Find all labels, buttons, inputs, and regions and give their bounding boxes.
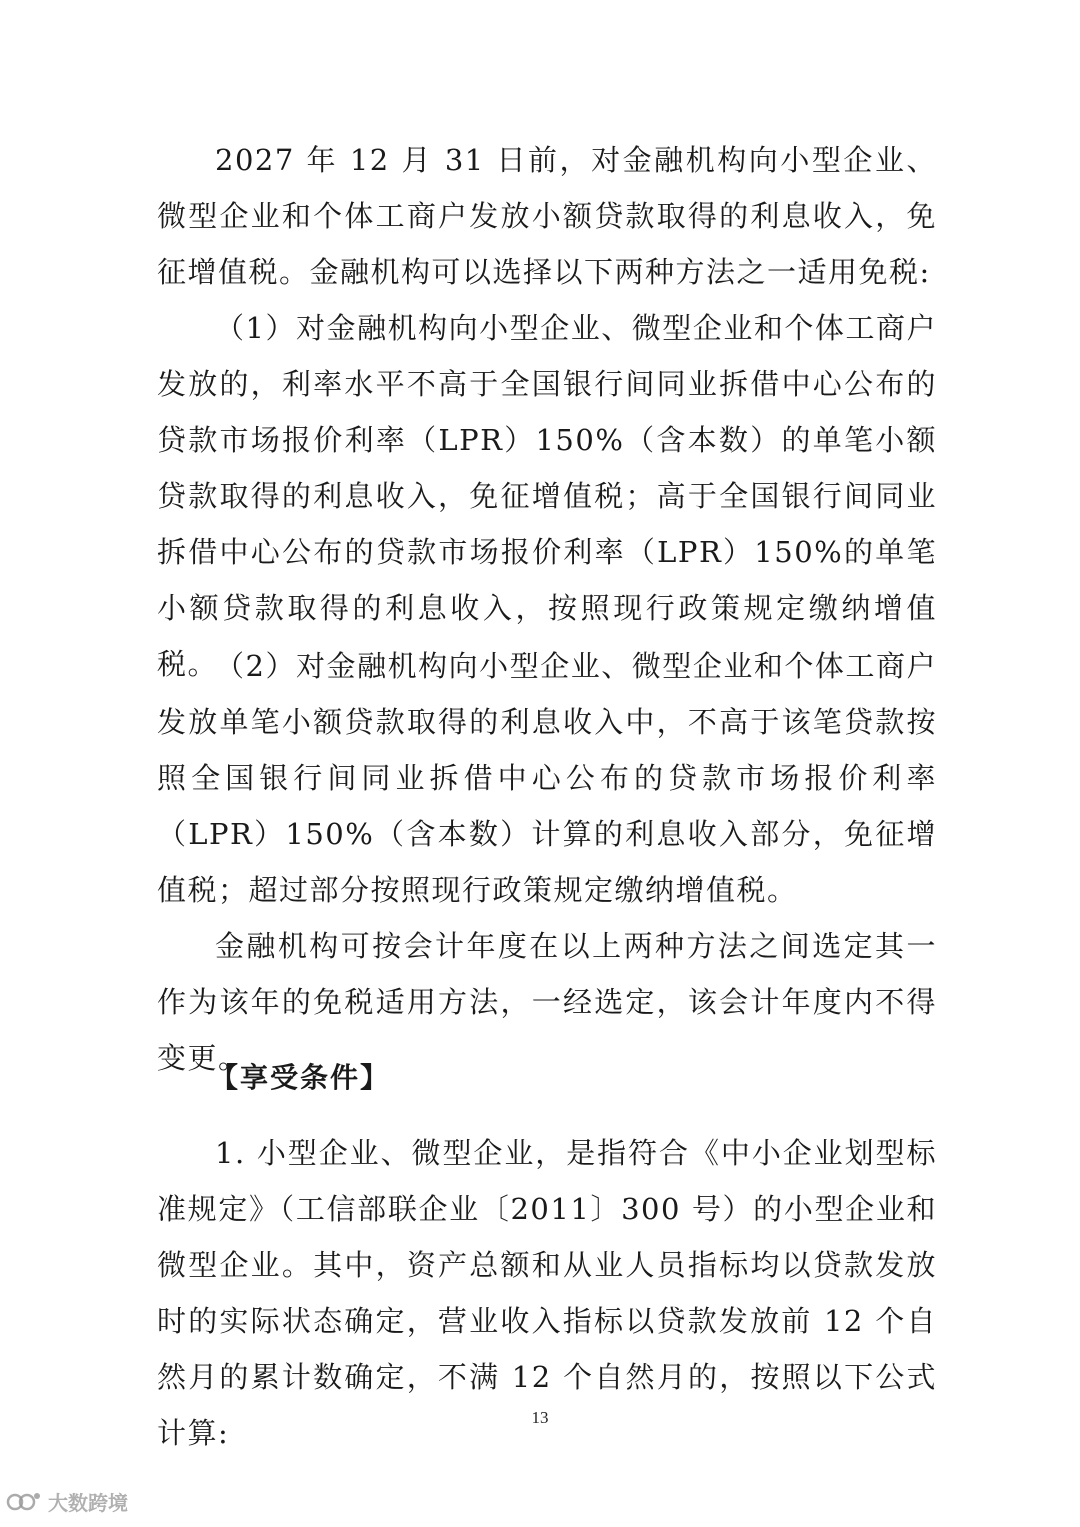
paragraph-condition-1: 1. 小型企业、微型企业，是指符合《中小企业划型标准规定》（工信部联企业〔2011〕300 号）的小型企业和微型企业。其中，资产总额和从业人员指标均以贷款发放时的实际状态确定，营业收入指标以贷款发放前 12 个自然月的累计数确定，不满 12 个自然月的，按照以下公式计算: — [157, 1136, 937, 1450]
paragraph-method-selection: 金融机构可按会计年度在以上两种方法之间选定其一作为该年的免税适用方法，一经选定，该会计年度内不得变更。 — [157, 929, 937, 1075]
brand-logo-icon — [6, 1489, 42, 1515]
paragraph-method-1: （1）对金融机构向小型企业、微型企业和个体工商户发放的，利率水平不高于全国银行间同业拆借中心公布的贷款市场报价利率（LPR）150%（含本数）的单笔小额贷款取得的利息收入，免征增值税；高于全国银行间同业拆借中心公布的贷款市场报价利率（LPR）150%的单笔小额贷款取得的利息收入，按照现行政策规定缴纳增值税。 — [157, 311, 937, 681]
paragraph-exemption-intro: 2027 年 12 月 31 日前，对金融机构向小型企业、微型企业和个体工商户发放小额贷款取得的利息收入，免征增值税。金融机构可以选择以下两种方法之一适用免税: — [157, 143, 937, 289]
section-heading-conditions: 【享受条件】 — [210, 1061, 391, 1094]
watermark-text: 大数跨境 — [48, 1491, 128, 1515]
watermark — [6, 1487, 128, 1516]
paragraph-method-2: （2）对金融机构向小型企业、微型企业和个体工商户发放单笔小额贷款取得的利息收入中，不高于该笔贷款按照全国银行间同业拆借中心公布的贷款市场报价利率（LPR）150%（含本数）计算的利息收入部分，免征增值税；超过部分按照现行政策规定缴纳增值税。 — [157, 649, 937, 907]
page-number: 13 — [531, 1408, 549, 1427]
